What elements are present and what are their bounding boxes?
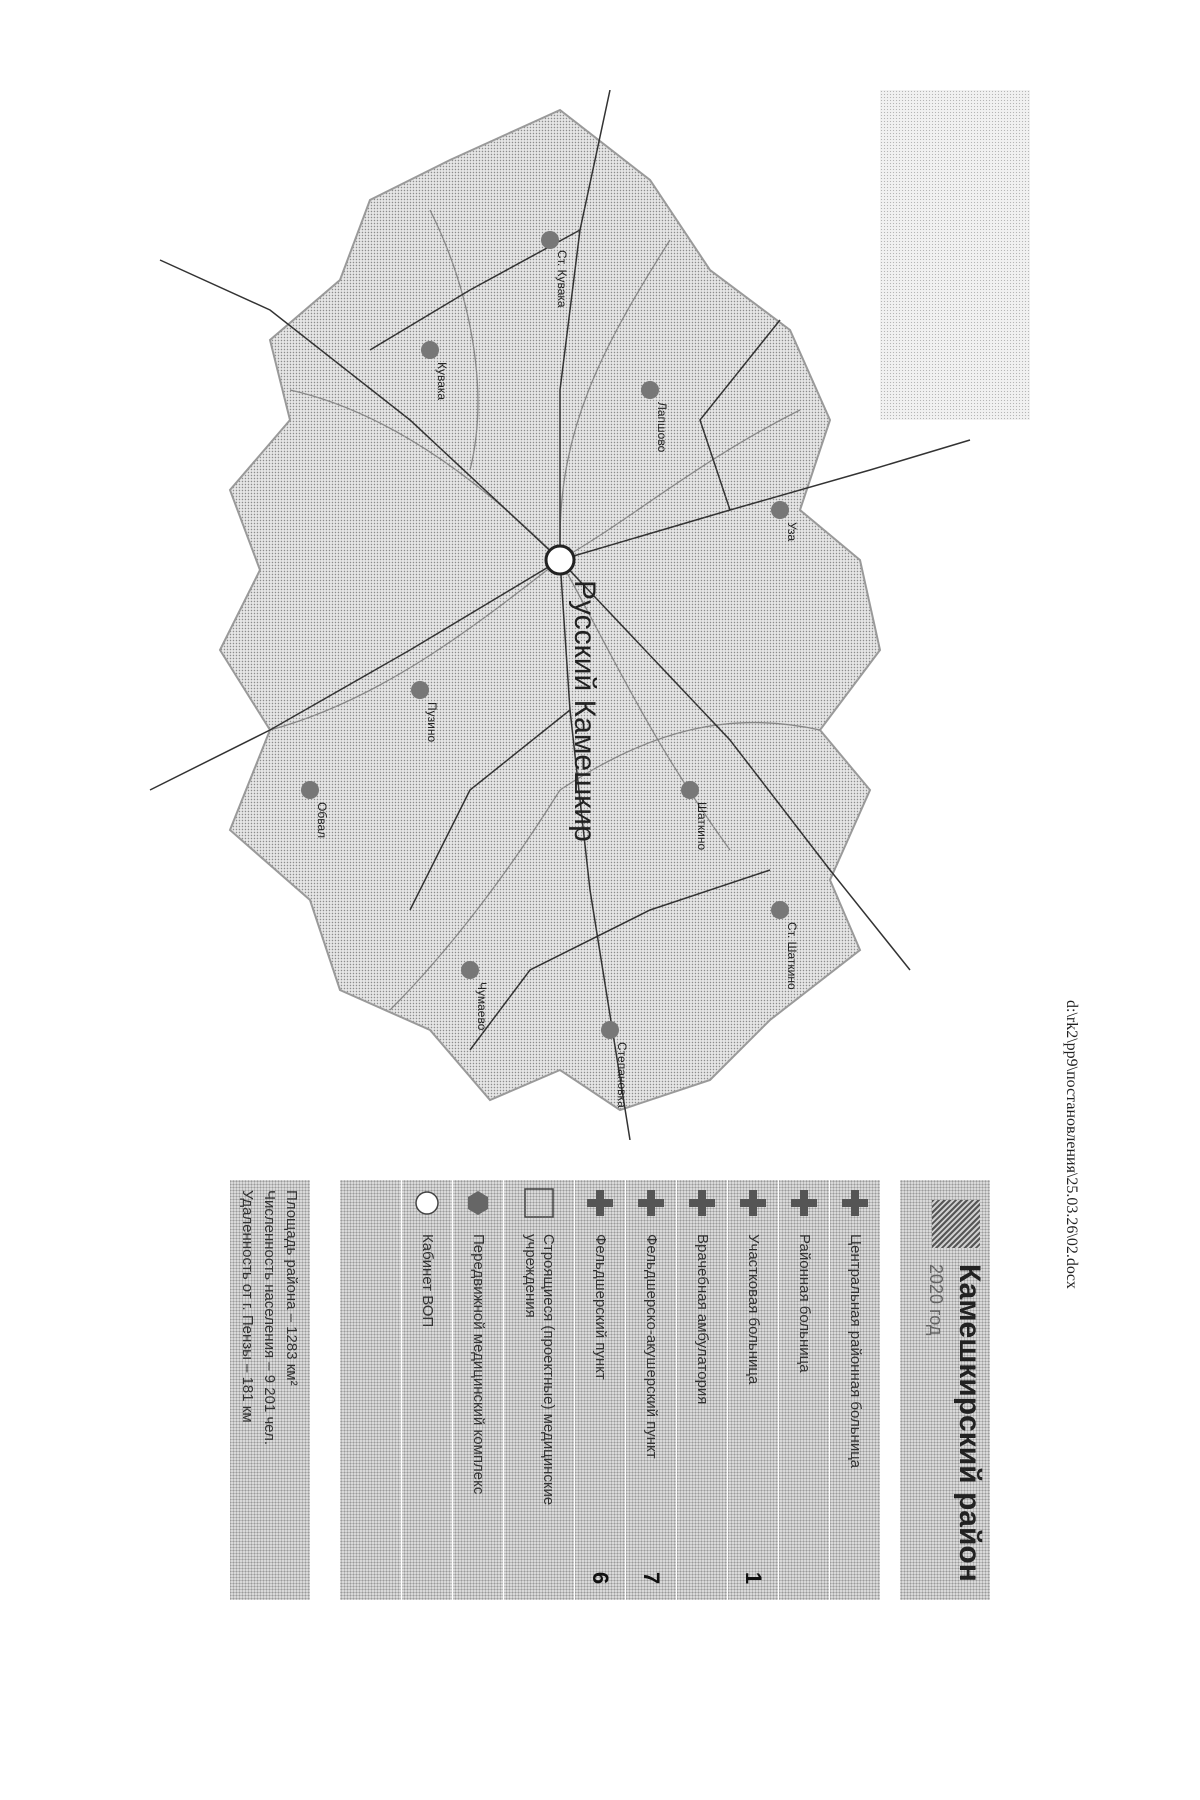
legend-panel: [170, 1180, 990, 1600]
legend-row: [727, 1180, 778, 1600]
stat-distance: Удаленность от г. Пензы – 181 км: [239, 1190, 256, 1423]
legend-count: 7: [639, 1571, 664, 1585]
red-cross-icon: [577, 1180, 623, 1226]
settlement-label: Пузино: [425, 702, 439, 743]
square-outline-icon: [516, 1180, 562, 1226]
settlement-marker: [461, 961, 479, 979]
map-svg: [130, 90, 1030, 1140]
corner-shade: [880, 90, 1030, 420]
settlement-label: Кувака: [435, 362, 449, 401]
settlement-label: Ст. Шаткино: [785, 922, 799, 990]
legend-row: [829, 1180, 880, 1600]
legend-label: Участковая больница: [745, 1234, 762, 1385]
red-cross-icon: [679, 1180, 725, 1226]
settlement-label: Обвал: [315, 802, 329, 839]
legend-label: Районная больница: [796, 1234, 813, 1373]
settlement-marker: [771, 901, 789, 919]
legend-count: 6: [588, 1571, 613, 1585]
legend-row: [676, 1180, 727, 1600]
legend-row: [401, 1180, 452, 1600]
red-cross-icon: [781, 1180, 827, 1226]
settlement-label: Степановка: [615, 1042, 629, 1108]
district-map: [130, 90, 1030, 1140]
legend-count: 1: [741, 1571, 766, 1585]
legend-label: Строящиеся (проектные) медицинские учреждения: [522, 1234, 557, 1506]
legend-label: Врачебная амбулатория: [694, 1234, 711, 1405]
settlement-marker: [681, 781, 699, 799]
map-title: Камешкирский район: [953, 1264, 986, 1582]
file-path: d:\rk2\pp9\постановления\25.03.26\02.docx: [1063, 1000, 1080, 1289]
hexagon-icon: [455, 1180, 501, 1226]
settlement-marker: [411, 681, 429, 699]
legend-label: Кабинет ВОП: [419, 1234, 436, 1328]
legend-label: Центральная районная больница: [847, 1234, 864, 1469]
legend-label: Фельдшерский пункт: [592, 1234, 609, 1380]
settlement-label: Лапшово: [655, 402, 669, 453]
map-center-label: Русский Камешкир: [568, 580, 601, 842]
legend-row: [452, 1180, 503, 1600]
settlement-label: Чумаево: [475, 982, 489, 1031]
legend: [340, 1180, 880, 1600]
settlement-label: Ст. Кувака: [555, 250, 569, 308]
red-cross-icon: [832, 1180, 878, 1226]
legend-label: Фельдшерско-акушерский пункт: [643, 1234, 660, 1459]
title-block: [900, 1180, 990, 1600]
legend-row: [503, 1180, 574, 1600]
settlement-label: Шаткино: [695, 802, 709, 851]
map-subtitle: 2020 год: [926, 1264, 946, 1336]
legend-row: [778, 1180, 829, 1600]
stat-area: Площадь района – 1283 км²: [283, 1190, 300, 1386]
settlement-marker: [601, 1021, 619, 1039]
circle-outline-icon: [404, 1180, 450, 1226]
settlement-marker: [546, 546, 574, 574]
settlement-marker: [301, 781, 319, 799]
region-logo-icon: [932, 1200, 980, 1248]
settlement-label: Уза: [785, 522, 799, 542]
district-stats: [230, 1180, 310, 1600]
legend-label: Передвижной медицинский комплекс: [470, 1234, 487, 1495]
stat-population: Численность населения – 9 201 чел.: [261, 1190, 278, 1446]
red-cross-icon: [628, 1180, 674, 1226]
red-cross-icon: [730, 1180, 776, 1226]
legend-row: [574, 1180, 625, 1600]
settlement-marker: [421, 341, 439, 359]
rotated-map-sheet: [130, 90, 1030, 1610]
settlement-marker: [771, 501, 789, 519]
settlement-marker: [641, 381, 659, 399]
settlement-marker: [541, 231, 559, 249]
legend-row: [625, 1180, 676, 1600]
